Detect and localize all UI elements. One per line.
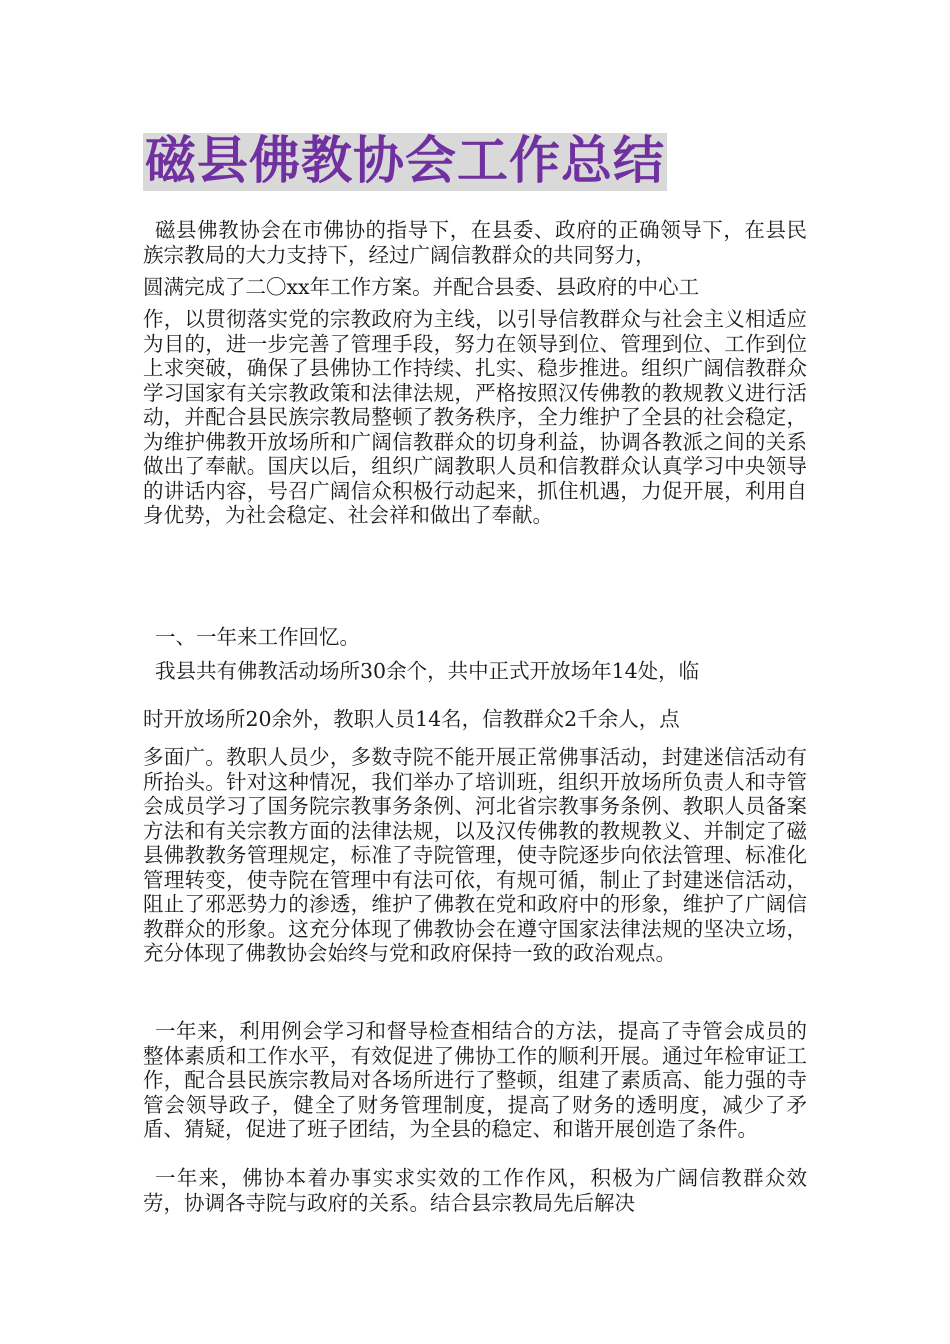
paragraph-intro-part-c: 作，以贯彻落实党的宗教政府为主线，以引导信教群众与社会主义相适应为目的，进一步完善了管理手段，努力在领导到位、管理到位、工作到位上求突破，确保了县佛协工作持续、扎实、稳步推进。组织广阔信教群众学习国家有关宗教政策和法律法规，严格按照汉传佛教的教规教义进行活动，并配合县民族宗教局整顿了教务秩序，全力维护了全县的社会稳定，为维护佛教开放场所和广阔信教群众的切身利益，协调各教派之间的关系做出了奉献。国庆以后，组织广阔教职人员和信教群众认真学习中央领导的讲话内容，号召广阔信众积极行动起来，抓住机遇，力促开展，利用自身优势，为社会稳定、社会祥和做出了奉献。 [143, 307, 807, 527]
document-title: 磁县佛教协会工作总结 [145, 132, 666, 191]
paragraph-venues [143, 655, 807, 966]
paragraph-meetings: 一年来，利用例会学习和督导检查相结合的方法，提高了寺管会成员的整体素质和工作水平，有效促进了佛协工作的顺利开展。通过年检审证工作，配合县民族宗教局对各场所进行了整顿，组建了素质高、能力强的寺管会领导政子，健全了财务管理制度，提高了财务的透明度，减少了矛盾、猜疑，促进了班子团结，为全县的稳定、和谐开展创造了条件。 [143, 1019, 807, 1141]
paragraph-venues-part-b: 时开放场所20余外，教职人员14名，信教群众2千余人，点 [143, 707, 680, 731]
paragraph-service: 一年来，佛协本着办事实求实效的工作作风，积极为广阔信教群众效劳，协调各寺院与政府的关系。结合县宗教局先后解决 [143, 1166, 807, 1215]
paragraph-intro-part-b: 圆满完成了二〇xx年工作方案。并配合县委、县政府的中心工 [143, 275, 700, 299]
paragraph-intro-part-a: 磁县佛教协会在市佛协的指导下，在县委、政府的正确领导下，在县民族宗教局的大力支持下，经过广阔信教群众的共同努力， [143, 218, 807, 267]
paragraph-venues-part-c: 多面广。教职人员少，多数寺院不能开展正常佛事活动，封建迷信活动有所抬头。针对这种情况，我们举办了培训班，组织开放场所负责人和寺管会成员学习了国务院宗教事务条例、河北省宗教事务条例、教职人员备案方法和有关宗教方面的法律法规，以及汉传佛教的教规教义、并制定了磁县佛教教务管理规定，标准了寺院管理，使寺院逐步向依法管理、标准化管理转变，使寺院在管理中有法可依，有规可循，制止了封建迷信活动，阻止了邪恶势力的渗透，维护了佛教在党和政府中的形象，维护了广阔信教群众的形象。这充分体现了佛教协会在遵守国家法律法规的坚决立场，充分体现了佛教协会始终与党和政府保持一致的政治观点。 [143, 745, 807, 965]
paragraph-intro [143, 218, 807, 528]
section-heading-review: 一、一年来工作回忆。 [155, 625, 360, 649]
paragraph-venues-part-a: 我县共有佛教活动场所30余个，共中正式开放场年14处，临 [155, 659, 700, 683]
title-highlight [143, 133, 667, 191]
